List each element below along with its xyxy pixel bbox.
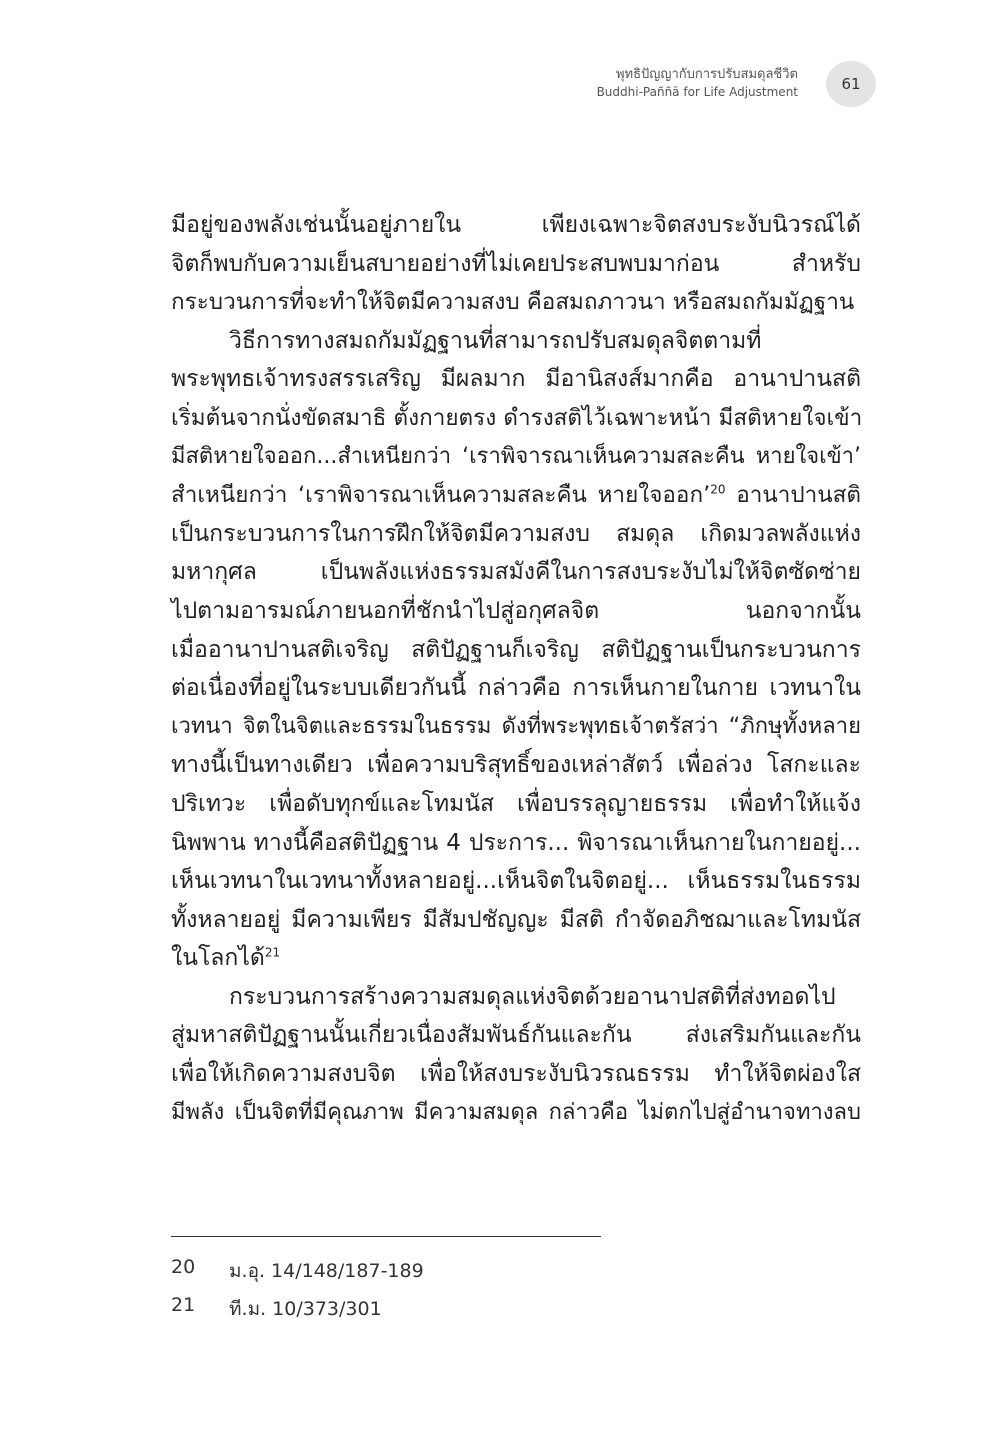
paragraph-line: เมื่ออานาปานสติเจริญ สติปัฏฐานก็เจริญ สติปัฏฐานเป็นกระบวนการ <box>171 636 861 663</box>
paragraph-line: ทั้งหลายอยู่ มีความเพียร มีสัมปชัญญะ มีสติ กำจัดอภิชฌาและโทมนัส <box>171 906 861 933</box>
paragraph-line: เวทนา จิตในจิตและธรรมในธรรม ดังที่พระพุทธเจ้าตรัสว่า “ภิกษุทั้งหลาย <box>171 713 861 739</box>
footnotes <box>171 1256 424 1332</box>
footnote-text: ม.อุ. 14/148/187-189 <box>229 1260 424 1282</box>
footnote-separator <box>171 1236 601 1237</box>
paragraph-line: ทางนี้เป็นทางเดียว เพื่อความบริสุทธิ์ของเหล่าสัตว์ เพื่อล่วง โสกะและ <box>171 752 861 779</box>
paragraph-line: เริ่มต้นจากนั่งขัดสมาธิ ตั้งกายตรง ดำรงสติไว้เฉพาะหน้า มีสติหายใจเข้า <box>171 404 863 431</box>
footnote-item <box>171 1294 424 1332</box>
footnote-text: ที.ม. 10/373/301 <box>229 1298 382 1320</box>
paragraph-line: มหากุศล เป็นพลังแห่งธรรมสมังคีในการสงบระงับไม่ให้จิตซัดซ่าย <box>171 559 861 586</box>
paragraph-line: กระบวนการที่จะทำให้จิตมีความสงบ คือสมถภาวนา หรือสมถกัมมัฏฐาน <box>171 289 855 316</box>
paragraph-line: ปริเทวะ เพื่อดับทุกข์และโทมนัส เพื่อบรรลุญายธรรม เพื่อทำให้แจ้ง <box>171 790 861 817</box>
paragraph-line-with-ref <box>171 939 861 978</box>
line-segment: สำเหนียกว่า ‘เราพิจารณาเห็นความสละคืน หายใจออก’ <box>171 482 711 509</box>
page-number-badge: 61 <box>826 61 876 107</box>
paragraph-line: วิธีการทางสมถกัมมัฏฐานที่สามารถปรับสมดุลจิตตามที่ <box>229 327 762 354</box>
paragraph-line: จิตก็พบกับความเย็นสบายอย่างที่ไม่เคยประสบพบมาก่อน สำหรับ <box>171 250 861 277</box>
running-head <box>597 66 798 101</box>
running-head-thai-title: พุทธิปัญญากับการปรับสมดุลชีวิต <box>615 67 798 82</box>
line-segment: ในโลกได้ <box>171 945 265 972</box>
line-segment: อานาปานสติ <box>725 482 861 509</box>
paragraph-line: มีพลัง เป็นจิตที่มีคุณภาพ มีความสมดุล กล่าวคือ ไม่ตกไปสู่อำนาจทางลบ <box>171 1099 861 1125</box>
footnote-number: 20 <box>171 1256 196 1278</box>
footnote-item <box>171 1256 424 1294</box>
paragraph-line: สู่มหาสติปัฏฐานนั้นเกี่ยวเนื่องสัมพันธ์กันและกัน ส่งเสริมกันและกัน <box>171 1022 861 1049</box>
paragraph-line: มีสติหายใจออก...สำเหนียกว่า ‘เราพิจารณาเห็นความสละคืน หายใจเข้า’ <box>171 443 861 469</box>
footnote-number: 21 <box>171 1294 196 1316</box>
paragraph-line: เพื่อให้เกิดความสงบจิต เพื่อให้สงบระงับนิวรณธรรม ทำให้จิตผ่องใส <box>171 1061 861 1088</box>
paragraph-line: เป็นกระบวนการในการฝึกให้จิตมีความสงบ สมดุล เกิดมวลพลังแห่ง <box>171 520 861 547</box>
paragraph-line: พระพุทธเจ้าทรงสรรเสริญ มีผลมาก มีอานิสงส์มากคือ อานาปานสติ <box>171 366 861 393</box>
paragraph-line: นิพพาน ทางนี้คือสติปัฏฐาน 4 ประการ... พิจารณาเห็นกายในกายอยู่... <box>171 829 861 856</box>
running-head-english-title: Buddhi-Paññā for Life Adjustment <box>596 85 798 99</box>
footnote-ref-21[interactable]: 21 <box>264 945 281 960</box>
paragraph-line: ไปตามอารมณ์ภายนอกที่ชักนำไปสู่อกุศลจิต นอกจากนั้น <box>171 597 861 624</box>
body-text <box>171 206 861 1132</box>
paragraph-line-with-ref <box>171 476 861 515</box>
paragraph-line: มีอยู่ของพลังเช่นนั้นอยู่ภายใน เพียงเฉพาะจิตสงบระงับนิวรณ์ได้ <box>171 212 861 238</box>
paragraph-line: เห็นเวทนาในเวทนาทั้งหลายอยู่...เห็นจิตในจิตอยู่... เห็นธรรมในธรรม <box>171 868 861 895</box>
paragraph-line: ต่อเนื่องที่อยู่ในระบบเดียวกันนี้ กล่าวคือ การเห็นกายในกาย เวทนาใน <box>171 675 861 702</box>
paragraph-line: กระบวนการสร้างความสมดุลแห่งจิตด้วยอานาปสติที่ส่งทอดไป <box>229 983 836 1010</box>
footnote-ref-20[interactable]: 20 <box>710 482 726 497</box>
